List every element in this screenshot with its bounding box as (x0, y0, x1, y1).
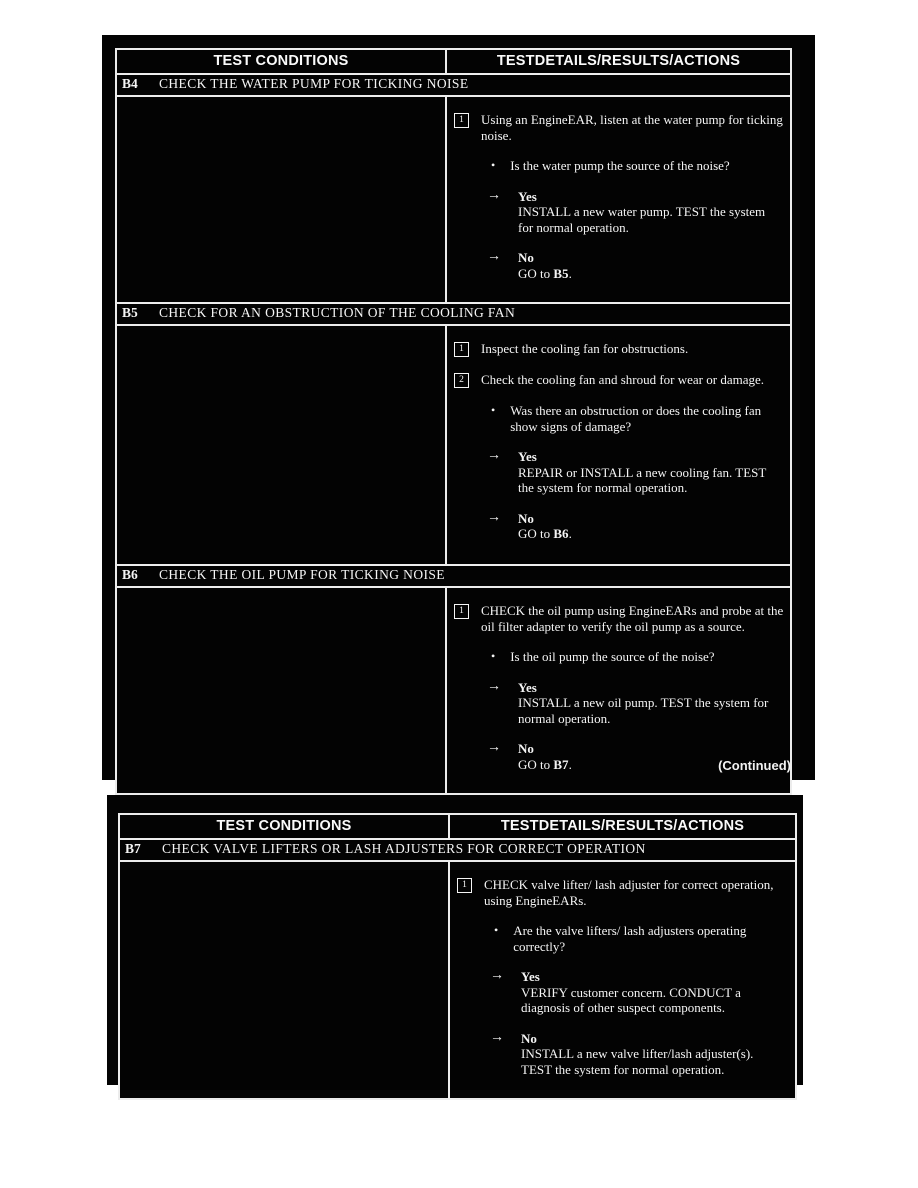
result-row (454, 449, 784, 496)
result-body (521, 1031, 781, 1078)
pinpoint-test-table-2 (118, 813, 797, 1100)
arrow-icon: → (487, 448, 501, 463)
column-header-test-conditions: TEST CONDITIONS (120, 815, 450, 838)
test-conditions-cell (117, 97, 447, 302)
step-row (454, 341, 784, 357)
section-title: CHECK THE WATER PUMP FOR TICKING NOISE (159, 76, 469, 91)
result-body (518, 250, 572, 281)
test-details-cell (450, 862, 795, 1098)
step-number-box: 1 (454, 604, 469, 619)
diagnostic-table-panel-1 (102, 35, 815, 780)
content-row-B4 (117, 97, 790, 304)
result-row (454, 680, 784, 727)
arrow-icon: → (487, 740, 501, 755)
section-id: B6 (122, 567, 138, 582)
step-row (454, 372, 784, 388)
section-title: CHECK VALVE LIFTERS OR LASH ADJUSTERS FOR CORRECT OPERATION (162, 841, 646, 856)
section-id: B4 (122, 76, 138, 91)
section-id: B5 (122, 305, 138, 320)
result-action-text: GO to B7. (518, 756, 572, 772)
pinpoint-test-table-1 (115, 48, 792, 795)
question-row (454, 649, 784, 665)
step-number-box: 1 (454, 342, 469, 357)
content-row-B7 (120, 862, 795, 1098)
result-row (454, 250, 784, 281)
question-text: Is the water pump the source of the noise? (510, 158, 730, 173)
test-conditions-cell (117, 588, 447, 793)
step-text: Using an EngineEAR, listen at the water pump for ticking noise. (481, 112, 783, 143)
result-action-text: VERIFY customer concern. CONDUCT a diagnosis of other suspect components. (521, 984, 741, 1015)
section-title: CHECK THE OIL PUMP FOR TICKING NOISE (159, 567, 445, 582)
result-label: Yes (518, 679, 537, 695)
content-row-B5 (117, 326, 790, 566)
test-details-cell (447, 326, 790, 564)
result-label: No (518, 741, 534, 756)
arrow-icon: → (490, 968, 504, 983)
arrow-icon: → (490, 1029, 504, 1045)
section-title: CHECK FOR AN OBSTRUCTION OF THE COOLING FAN (159, 305, 516, 320)
section-header-B7 (120, 840, 795, 862)
step-number-box: 1 (457, 878, 472, 893)
result-body (518, 741, 572, 772)
result-action-text: INSTALL a new oil pump. TEST the system for normal operation. (518, 695, 769, 726)
column-header-test-details-results-actions: TESTDETAILS/RESULTS/ACTIONS (496, 53, 741, 69)
section-id: B7 (125, 841, 141, 856)
continued-label: (Continued) (718, 758, 791, 773)
result-body (518, 511, 572, 542)
result-body (521, 969, 781, 1016)
result-action-text: INSTALL a new valve lifter/lash adjuster(s). TEST the system for normal operation. (521, 1046, 754, 1077)
result-label: Yes (518, 188, 537, 204)
result-row (457, 969, 789, 1016)
result-body (518, 680, 778, 727)
question-row (454, 158, 784, 174)
section-header-B5 (117, 304, 790, 326)
diagnostic-table-panel-2 (107, 795, 803, 1085)
arrow-icon: → (487, 509, 501, 525)
bullet-icon: • (491, 403, 496, 417)
arrow-icon: → (487, 678, 501, 694)
result-row (454, 511, 784, 542)
step-row (454, 112, 784, 143)
result-action-text: GO to B6. (518, 526, 572, 541)
step-text: Check the cooling fan and shroud for wear or damage. (481, 372, 765, 387)
arrow-icon: → (487, 187, 501, 203)
step-text: CHECK valve lifter/ lash adjuster for correct operation, using EngineEARs. (484, 877, 774, 908)
column-header-test-conditions: TEST CONDITIONS (117, 50, 447, 73)
step-row (457, 877, 789, 908)
step-number-box: 1 (454, 113, 469, 128)
arrow-icon: → (487, 249, 501, 264)
step-number-box: 2 (454, 373, 469, 388)
step-text: Inspect the cooling fan for obstructions. (481, 341, 689, 356)
result-action-text: GO to B5. (518, 265, 572, 281)
section-header-B6 (117, 566, 790, 588)
test-conditions-cell (120, 862, 450, 1098)
table-header-row (120, 815, 795, 840)
result-label: Yes (518, 449, 537, 464)
result-row (454, 189, 784, 236)
result-label: No (518, 250, 534, 265)
bullet-icon: • (491, 649, 496, 663)
result-label: No (518, 510, 534, 526)
question-text: Are the valve lifters/ lash adjusters operating correctly? (513, 923, 747, 954)
question-text: Is the oil pump the source of the noise? (510, 649, 715, 664)
result-row (457, 1031, 789, 1078)
result-action-text: INSTALL a new water pump. TEST the system for normal operation. (518, 204, 766, 235)
table-header-row (117, 50, 790, 75)
question-row (457, 923, 789, 954)
question-text: Was there an obstruction or does the cooling fan show signs of damage? (510, 403, 762, 434)
column-header-test-details-results-actions: TESTDETAILS/RESULTS/ACTIONS (500, 818, 745, 834)
result-body (518, 189, 778, 236)
step-row (454, 603, 784, 634)
test-details-cell (447, 97, 790, 302)
result-label: No (521, 1030, 537, 1046)
bullet-icon: • (491, 158, 496, 172)
bullet-icon: • (494, 923, 499, 937)
step-text: CHECK the oil pump using EngineEARs and probe at the oil filter adapter to verify the oil pump as a source. (481, 603, 784, 634)
section-header-B4 (117, 75, 790, 97)
content-row-B6 (117, 588, 790, 793)
result-body (518, 449, 778, 496)
test-conditions-cell (117, 326, 447, 564)
result-action-text: REPAIR or INSTALL a new cooling fan. TEST the system for normal operation. (518, 464, 767, 495)
result-label: Yes (521, 969, 540, 984)
question-row (454, 403, 784, 434)
